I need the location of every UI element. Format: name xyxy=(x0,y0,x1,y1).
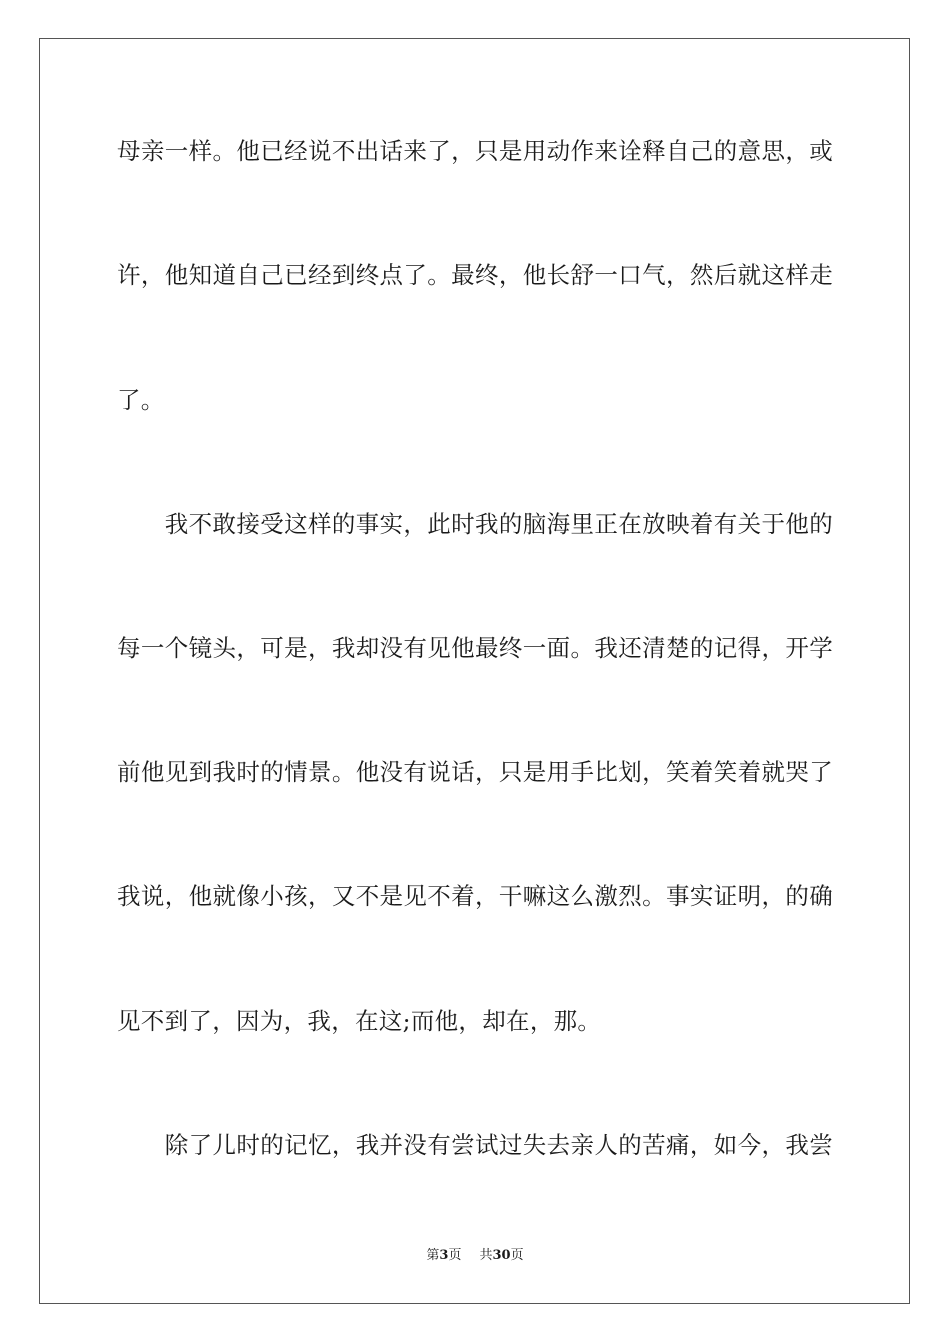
total-suffix: 页 xyxy=(510,1248,524,1263)
body-line-8: 见不到了，因为，我，在这;而他，却在，那。 xyxy=(117,1007,602,1035)
body-line-4: 我不敢接受这样的事实，此时我的脑海里正在放映着有关于他的 xyxy=(117,510,833,538)
page-number: 3 xyxy=(439,1248,449,1263)
body-line-1: 母亲一样。他已经说不出话来了，只是用动作来诠释自己的意思，或 xyxy=(117,137,833,165)
body-line-6: 前他见到我时的情景。他没有说话，只是用手比划，笑着笑着就哭了 xyxy=(117,758,833,786)
total-prefix: 共 xyxy=(479,1248,493,1263)
page-suffix: 页 xyxy=(448,1248,462,1263)
body-line-5: 每一个镜头，可是，我却没有见他最终一面。我还清楚的记得，开学 xyxy=(117,634,833,662)
total-pages: 30 xyxy=(492,1248,511,1263)
body-line-9: 除了儿时的记忆，我并没有尝试过失去亲人的苦痛，如今，我尝 xyxy=(117,1131,833,1159)
body-line-7: 我说，他就像小孩，又不是见不着，干嘛这么激烈。事实证明，的确 xyxy=(117,882,833,910)
page-prefix: 第 xyxy=(426,1248,440,1263)
body-line-3: 了。 xyxy=(117,386,165,414)
page-footer xyxy=(0,1247,950,1265)
page-border xyxy=(39,38,910,1304)
body-line-2: 许，他知道自己已经到终点了。最终，他长舒一口气，然后就这样走 xyxy=(117,261,833,289)
